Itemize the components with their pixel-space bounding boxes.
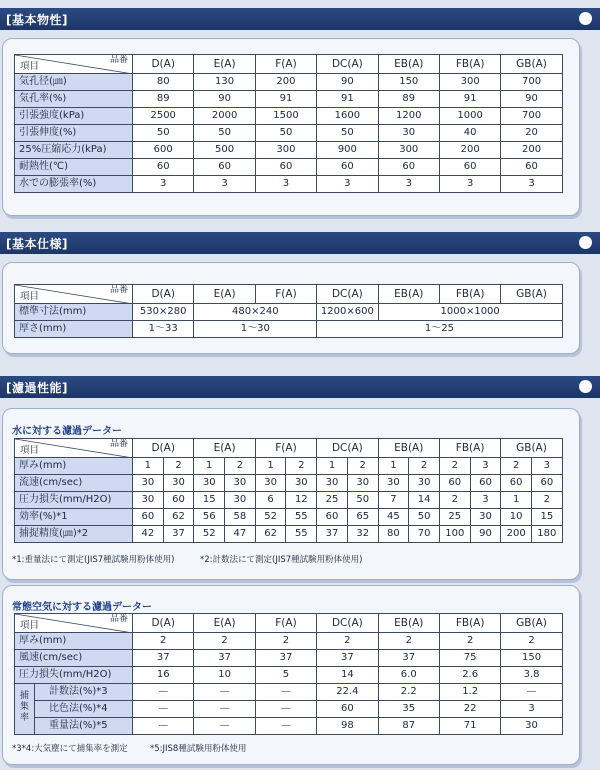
bullet-icon [579, 380, 592, 393]
table-cell: 60 [133, 509, 164, 526]
table-cell: — [255, 701, 316, 718]
table-cell: 37 [317, 650, 378, 667]
row-label: 気孔径(㎛) [15, 74, 133, 91]
table-cell: 90 [470, 526, 501, 543]
table-cell: 3 [378, 176, 439, 193]
table-cell: 300 [439, 74, 500, 91]
table-cell: 37 [133, 650, 194, 667]
table-cell: 50 [194, 125, 255, 142]
section-header-filtration [0, 376, 600, 398]
table-cell: 1600 [317, 108, 378, 125]
table-cell: 6.0 [378, 667, 439, 684]
table-row [15, 159, 563, 176]
table-cell: 200 [255, 74, 316, 91]
table-cell: 60 [439, 159, 500, 176]
product-header: GB(A) [501, 614, 562, 633]
table-cell: 700 [501, 108, 562, 125]
table-cell: 2 [255, 633, 316, 650]
product-header: F(A) [255, 439, 316, 458]
row-label: 厚み(mm) [15, 633, 133, 650]
header-row [15, 614, 563, 633]
table-cell: 91 [317, 91, 378, 108]
table-cell: 130 [194, 74, 255, 91]
table-cell: 2 [225, 458, 256, 475]
table-cell: 2 [501, 633, 562, 650]
table-cell: 60 [470, 475, 501, 492]
corner-header [15, 55, 133, 74]
table-cell: 200 [439, 142, 500, 159]
row-label: 風速(cm/sec) [15, 650, 133, 667]
table-cell: — [194, 718, 255, 735]
header-row [15, 55, 563, 74]
product-header: FB(A) [439, 439, 500, 458]
table-cell: 25 [439, 509, 470, 526]
table-cell: 1〜30 [194, 321, 317, 338]
product-header: D(A) [133, 285, 194, 304]
table-cell: — [255, 684, 316, 701]
table-cell: 2 [378, 633, 439, 650]
table-cell: 91 [255, 91, 316, 108]
header-row [15, 285, 563, 304]
item-label: 項目 [20, 445, 40, 456]
table-cell: 60 [317, 509, 348, 526]
table-cell: 530×280 [133, 304, 194, 321]
table-row [15, 509, 563, 526]
product-header: F(A) [255, 285, 316, 304]
table-cell: 65 [347, 509, 378, 526]
table-row [15, 304, 563, 321]
product-header: E(A) [194, 55, 255, 74]
table-cell: 2 [133, 633, 194, 650]
table-row [15, 718, 563, 735]
row-label: 25%圧縮応力(kPa) [15, 142, 133, 159]
table-cell: 50 [409, 509, 440, 526]
table-cell: 90 [194, 91, 255, 108]
table-cell: 37 [194, 650, 255, 667]
table-cell: 55 [286, 509, 317, 526]
table-cell: 3.8 [501, 667, 562, 684]
table-cell: 52 [194, 526, 225, 543]
table-cell: 2 [531, 492, 562, 509]
table-row [15, 458, 563, 475]
product-header: E(A) [194, 439, 255, 458]
table-cell: 98 [317, 718, 378, 735]
product-header: DC(A) [317, 439, 378, 458]
row-label: 厚さ(mm) [15, 321, 133, 338]
water-table [14, 438, 563, 543]
row-label: 流速(cm/sec) [15, 475, 133, 492]
table-cell: 1 [378, 458, 409, 475]
product-header: DC(A) [317, 614, 378, 633]
table-cell: 42 [133, 526, 164, 543]
table-cell: 22 [439, 701, 500, 718]
properties-table [14, 54, 563, 193]
table-cell: 10 [501, 509, 532, 526]
table-cell: — [133, 684, 194, 701]
water-note-1: *1:重量法にて測定(JIS7種試験用粉体使用) [12, 555, 175, 565]
table-cell: 50 [133, 125, 194, 142]
table-cell: 2.2 [378, 684, 439, 701]
table-cell: 2 [286, 458, 317, 475]
table-cell: 90 [317, 74, 378, 91]
table-row [15, 91, 563, 108]
row-label: 捕捉精度(㎛)*2 [15, 526, 133, 543]
table-cell: 2 [439, 458, 470, 475]
table-cell: 60 [501, 159, 562, 176]
row-label: 効率(%)*1 [15, 509, 133, 526]
item-label: 項目 [20, 61, 40, 72]
spec-table [14, 284, 563, 338]
product-header: FB(A) [439, 285, 500, 304]
table-cell: 30 [378, 475, 409, 492]
table-cell: 1 [255, 458, 286, 475]
table-cell: 60 [163, 492, 194, 509]
table-cell: 5 [255, 667, 316, 684]
table-cell: 300 [378, 142, 439, 159]
table-cell: — [194, 684, 255, 701]
table-cell: 2 [501, 458, 532, 475]
table-cell: 1〜33 [133, 321, 194, 338]
table-cell: 37 [317, 526, 348, 543]
table-row [15, 142, 563, 159]
table-cell: 14 [317, 667, 378, 684]
table-cell: 60 [133, 159, 194, 176]
table-cell: 30 [163, 475, 194, 492]
product-label: 品番 [109, 55, 128, 65]
section-title: [基本仕様] [6, 237, 68, 251]
product-header: GB(A) [501, 55, 562, 74]
table-cell: 60 [378, 159, 439, 176]
table-cell: 1〜25 [317, 321, 563, 338]
product-header: F(A) [255, 55, 316, 74]
section-header-spec [0, 232, 600, 254]
table-cell: 3 [470, 492, 501, 509]
table-row [15, 526, 563, 543]
table-cell: 37 [163, 526, 194, 543]
product-header: GB(A) [501, 439, 562, 458]
table-cell: 3 [501, 176, 562, 193]
table-cell: 37 [378, 650, 439, 667]
row-label: 水での膨張率(%) [15, 176, 133, 193]
table-cell: 2000 [194, 108, 255, 125]
table-cell: 50 [347, 492, 378, 509]
product-header: DC(A) [317, 285, 378, 304]
table-cell: 52 [255, 509, 286, 526]
bullet-icon [579, 236, 592, 249]
table-cell: 1000×1000 [378, 304, 562, 321]
product-header: DC(A) [317, 55, 378, 74]
air-title: 常態空気に対する濾過データー [12, 602, 152, 613]
item-label: 項目 [20, 620, 40, 631]
table-cell: 89 [133, 91, 194, 108]
section-title: [基本物性] [6, 13, 68, 27]
table-cell: 30 [225, 475, 256, 492]
table-cell: 87 [378, 718, 439, 735]
header-row [15, 439, 563, 458]
table-cell: 100 [439, 526, 470, 543]
table-cell: 3 [194, 176, 255, 193]
table-cell: 2 [409, 458, 440, 475]
table-cell: 30 [378, 125, 439, 142]
table-cell: 2 [163, 458, 194, 475]
table-cell: 900 [317, 142, 378, 159]
product-header: F(A) [255, 614, 316, 633]
table-cell: 40 [439, 125, 500, 142]
table-cell: 60 [317, 159, 378, 176]
table-cell: 50 [255, 125, 316, 142]
product-header: EB(A) [378, 55, 439, 74]
table-cell: 200 [501, 142, 562, 159]
table-cell: 30 [501, 718, 562, 735]
section-header-properties [0, 8, 600, 30]
table-cell: 2.6 [439, 667, 500, 684]
table-row [15, 321, 563, 338]
table-cell: 62 [255, 526, 286, 543]
air-table [14, 613, 563, 735]
section-title: [濾過性能] [6, 381, 68, 395]
table-cell: 2 [194, 633, 255, 650]
table-cell: 58 [225, 509, 256, 526]
table-row [15, 125, 563, 142]
table-cell: 15 [531, 509, 562, 526]
table-cell: 14 [409, 492, 440, 509]
table-cell: 80 [133, 74, 194, 91]
table-cell: 16 [133, 667, 194, 684]
product-label: 品番 [109, 439, 128, 449]
capture-rate-label [15, 684, 35, 735]
row-label: 圧力損失(mm/H2O) [15, 492, 133, 509]
bullet-icon [579, 12, 592, 25]
table-cell: 70 [409, 526, 440, 543]
row-label: 計数法(%)*3 [35, 684, 133, 701]
table-cell: 62 [163, 509, 194, 526]
capture-rate-text: 捕集率 [18, 689, 28, 723]
table-cell: — [255, 718, 316, 735]
table-cell: 90 [501, 91, 562, 108]
table-row [15, 650, 563, 667]
table-cell: 30 [133, 475, 164, 492]
table-cell: 10 [194, 667, 255, 684]
table-cell: 200 [501, 526, 532, 543]
product-label: 品番 [109, 614, 128, 624]
product-header: E(A) [194, 614, 255, 633]
table-cell: 3 [439, 176, 500, 193]
product-header: EB(A) [378, 614, 439, 633]
table-cell: 3 [531, 458, 562, 475]
water-note-2: *2:計数法にて測定(JIS7種試験用粉体使用) [200, 555, 363, 565]
product-header: E(A) [194, 285, 255, 304]
table-row [15, 701, 563, 718]
table-cell: 7 [378, 492, 409, 509]
table-cell: 2 [439, 633, 500, 650]
table-cell: 1200×600 [317, 304, 378, 321]
table-row [15, 492, 563, 509]
table-cell: — [133, 701, 194, 718]
table-cell: 3 [470, 458, 501, 475]
product-label: 品番 [109, 285, 128, 295]
table-cell: 45 [378, 509, 409, 526]
row-label: 圧力損失(mm/H2O) [15, 667, 133, 684]
table-cell: 50 [317, 125, 378, 142]
table-cell: 60 [501, 475, 532, 492]
corner-header [15, 614, 133, 633]
row-label: 引張伸度(%) [15, 125, 133, 142]
table-cell: — [194, 701, 255, 718]
table-cell: 30 [194, 475, 225, 492]
table-cell: 91 [439, 91, 500, 108]
item-label: 項目 [20, 291, 40, 302]
table-cell: 30 [255, 475, 286, 492]
table-cell: 2 [439, 492, 470, 509]
row-label: 比色法(%)*4 [35, 701, 133, 718]
table-cell: 3 [255, 176, 316, 193]
water-title: 水に対する濾過データー [12, 426, 122, 437]
product-header: FB(A) [439, 614, 500, 633]
corner-header [15, 439, 133, 458]
row-label: 標準寸法(mm) [15, 304, 133, 321]
table-cell: 75 [439, 650, 500, 667]
table-row [15, 684, 563, 701]
product-header: D(A) [133, 55, 194, 74]
table-cell: 1200 [378, 108, 439, 125]
table-cell: 480×240 [194, 304, 317, 321]
table-cell: 3 [317, 176, 378, 193]
table-cell: 1 [133, 458, 164, 475]
table-cell: 6 [255, 492, 286, 509]
table-cell: 1 [317, 458, 348, 475]
corner-header [15, 285, 133, 304]
air-note-2: *5:JIS8種試験用粉体使用 [150, 744, 247, 754]
table-cell: 37 [255, 650, 316, 667]
table-cell: 150 [378, 74, 439, 91]
table-cell: 15 [194, 492, 225, 509]
table-cell: 3 [501, 701, 562, 718]
table-cell: 60 [531, 475, 562, 492]
table-cell: 300 [255, 142, 316, 159]
table-cell: 30 [225, 492, 256, 509]
table-cell: 56 [194, 509, 225, 526]
product-header: D(A) [133, 614, 194, 633]
table-cell: 2500 [133, 108, 194, 125]
table-cell: 47 [225, 526, 256, 543]
product-header: GB(A) [501, 285, 562, 304]
row-label: 気孔率(%) [15, 91, 133, 108]
table-cell: 60 [194, 159, 255, 176]
table-cell: 30 [286, 475, 317, 492]
table-row [15, 475, 563, 492]
product-header: D(A) [133, 439, 194, 458]
table-cell: 25 [317, 492, 348, 509]
table-cell: 60 [317, 701, 378, 718]
table-cell: — [501, 684, 562, 701]
table-cell: 600 [133, 142, 194, 159]
table-cell: 30 [470, 509, 501, 526]
product-header: EB(A) [378, 285, 439, 304]
table-cell: 22.4 [317, 684, 378, 701]
table-cell: 1 [501, 492, 532, 509]
table-cell: 3 [133, 176, 194, 193]
row-label: 重量法(%)*5 [35, 718, 133, 735]
table-cell: 55 [286, 526, 317, 543]
table-cell: 500 [194, 142, 255, 159]
table-cell: 2 [347, 458, 378, 475]
row-label: 耐熱性(℃) [15, 159, 133, 176]
table-cell: 30 [409, 475, 440, 492]
table-cell: 1.2 [439, 684, 500, 701]
table-cell: 1 [194, 458, 225, 475]
table-row [15, 176, 563, 193]
table-cell: 89 [378, 91, 439, 108]
table-row [15, 667, 563, 684]
table-row [15, 633, 563, 650]
table-cell: 80 [378, 526, 409, 543]
table-cell: 60 [255, 159, 316, 176]
product-header: FB(A) [439, 55, 500, 74]
table-cell: 20 [501, 125, 562, 142]
product-header: EB(A) [378, 439, 439, 458]
table-row [15, 74, 563, 91]
row-label: 引張強度(kPa) [15, 108, 133, 125]
table-cell: 1000 [439, 108, 500, 125]
table-cell: 150 [501, 650, 562, 667]
table-cell: 32 [347, 526, 378, 543]
table-cell: 12 [286, 492, 317, 509]
row-label: 厚み(mm) [15, 458, 133, 475]
table-cell: 35 [378, 701, 439, 718]
table-cell: 1500 [255, 108, 316, 125]
table-cell: 60 [439, 475, 470, 492]
table-cell: 30 [133, 492, 164, 509]
table-cell: 30 [317, 475, 348, 492]
table-cell: — [133, 718, 194, 735]
table-cell: 30 [347, 475, 378, 492]
table-row [15, 108, 563, 125]
table-cell: 180 [531, 526, 562, 543]
table-cell: 71 [439, 718, 500, 735]
table-cell: 2 [317, 633, 378, 650]
table-cell: 700 [501, 74, 562, 91]
air-note-1: *3*4:大気塵にて捕集率を測定 [12, 744, 128, 754]
